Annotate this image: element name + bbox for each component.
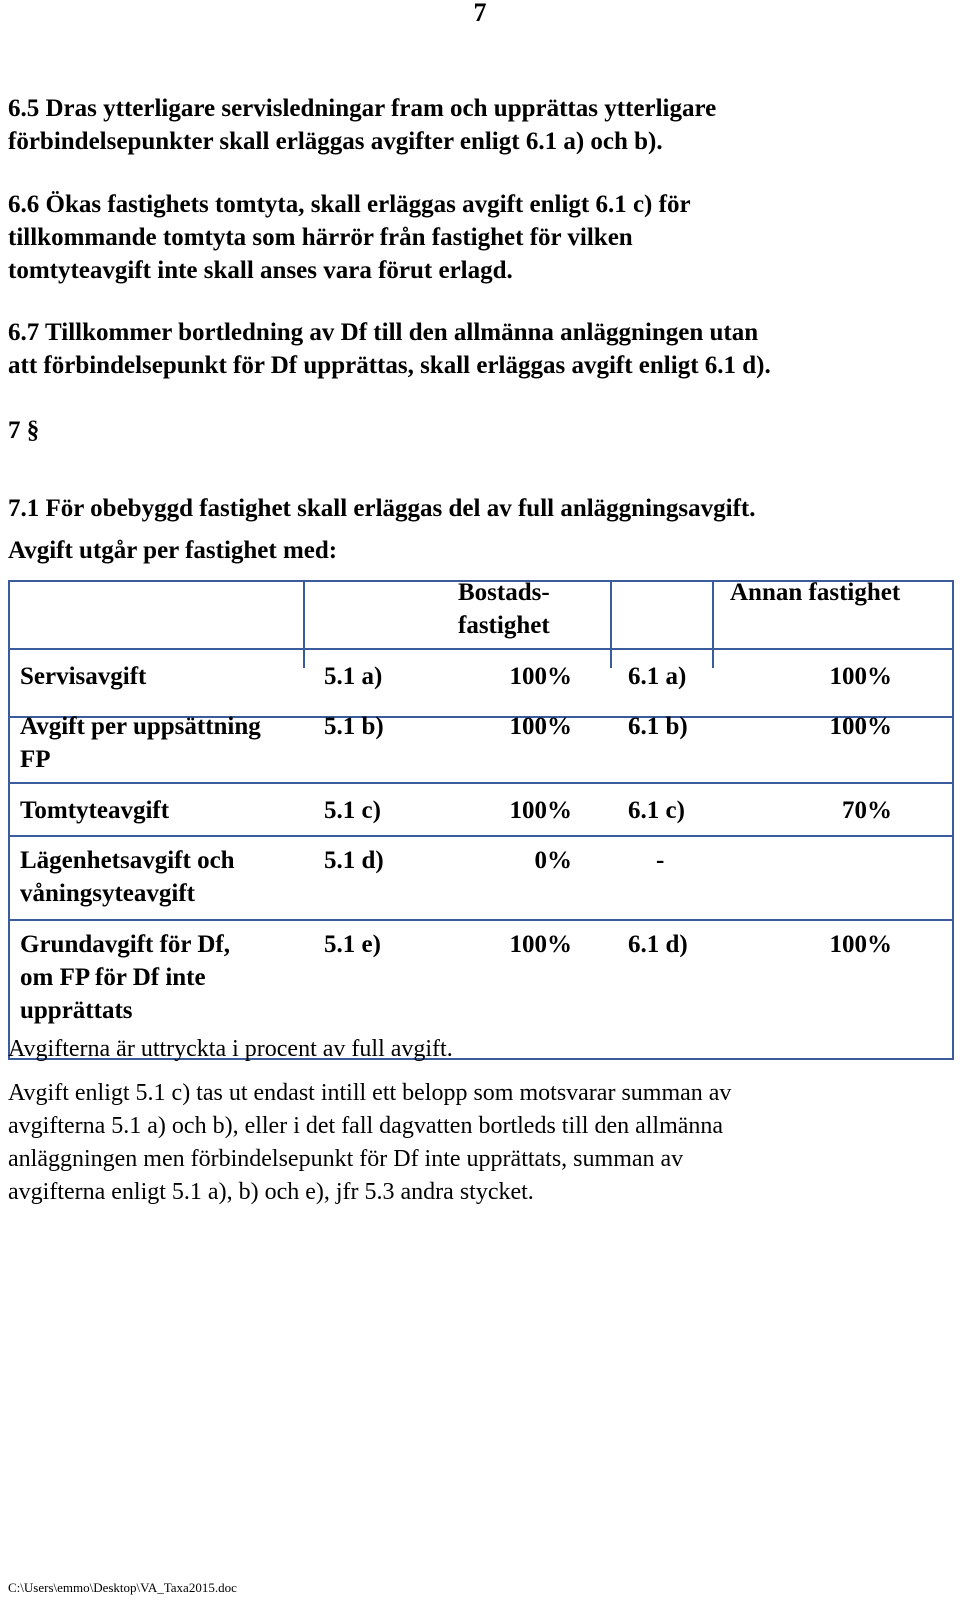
table-divider	[10, 782, 952, 784]
row-ref-residential: 5.1 d)	[324, 847, 384, 874]
row-pct-other: 100%	[829, 931, 892, 958]
row-ref-residential: 5.1 c)	[324, 797, 381, 824]
table-divider	[610, 582, 612, 668]
section-7-1: 7.1 För obebyggd fastighet skall erläggas del av full anläggningsavgift.	[8, 495, 756, 522]
row-pct-other: 70%	[842, 797, 892, 824]
table-divider	[10, 919, 952, 921]
fee-table	[8, 580, 954, 1060]
row-ref-other: 6.1 c)	[628, 797, 685, 824]
row-pct-residential: 100%	[509, 663, 572, 690]
page-number: 7	[473, 0, 487, 27]
row-ref-other: 6.1 d)	[628, 931, 688, 958]
row-label-apartment-fee: Lägenhetsavgift och våningsyteavgift	[20, 847, 235, 907]
row-label-plot-area-fee: Tomtyteavgift	[20, 797, 170, 824]
percent-note: Avgifterna är uttryckta i procent av full avgift.	[8, 1036, 453, 1062]
header-other-property: Annan fastighet	[730, 579, 901, 606]
row-ref-residential: 5.1 a)	[324, 663, 383, 690]
row-ref-other: -	[656, 847, 665, 874]
row-ref-other: 6.1 a)	[628, 663, 687, 690]
row-ref-residential: 5.1 e)	[324, 931, 381, 958]
row-label-base-fee-df: Grundavgift för Df, om FP för Df inte upprättats	[20, 931, 230, 1024]
row-pct-residential: 100%	[509, 931, 572, 958]
limit-note: Avgift enligt 5.1 c) tas ut endast intill ett belopp som motsvarar summan av avgifterna 5.1 a) och b), eller i det fall dagvatten bortleds till den allmänna anläggningen men förbindelsepunkt för Df inte upprättats, summan av avgifterna enligt 5.1 a), b) och e), jfr 5.3 andra stycket.	[8, 1080, 732, 1205]
row-pct-residential: 0%	[534, 847, 572, 874]
paragraph-7-heading: 7 §	[8, 417, 40, 444]
section-6-6: 6.6 Ökas fastighets tomtyta, skall erläggas avgift enligt 6.1 c) för tillkommande tomtyta som härrör från fastighet för vilken tomtyteavgift inte skall anses vara förut erlagd.	[8, 191, 691, 284]
row-pct-residential: 100%	[509, 713, 572, 740]
table-divider	[10, 835, 952, 837]
table-intro: Avgift utgår per fastighet med:	[8, 537, 338, 564]
table-divider	[10, 648, 952, 650]
section-6-7: 6.7 Tillkommer bortledning av Df till den allmänna anläggningen utan att förbindelsepunkt för Df upprättas, skall erläggas avgift enligt 6.1 d).	[8, 319, 771, 379]
footer-file-path: C:\Users\emmo\Desktop\VA_Taxa2015.doc	[8, 1580, 237, 1595]
section-6-5: 6.5 Dras ytterligare servisledningar fram och upprättas ytterligare förbindelsepunkter skall erläggas avgifter enligt 6.1 a) och b).	[8, 95, 717, 155]
table-divider	[712, 582, 714, 668]
row-pct-other: 100%	[829, 663, 892, 690]
row-label-fp-fee: Avgift per uppsättning FP	[20, 713, 261, 773]
table-divider	[303, 582, 305, 668]
header-residential-property: Bostads- fastighet	[458, 579, 550, 639]
row-ref-residential: 5.1 b)	[324, 713, 384, 740]
row-pct-other: 100%	[829, 713, 892, 740]
row-label-service-fee: Servisavgift	[20, 663, 147, 690]
row-pct-residential: 100%	[509, 797, 572, 824]
row-ref-other: 6.1 b)	[628, 713, 688, 740]
